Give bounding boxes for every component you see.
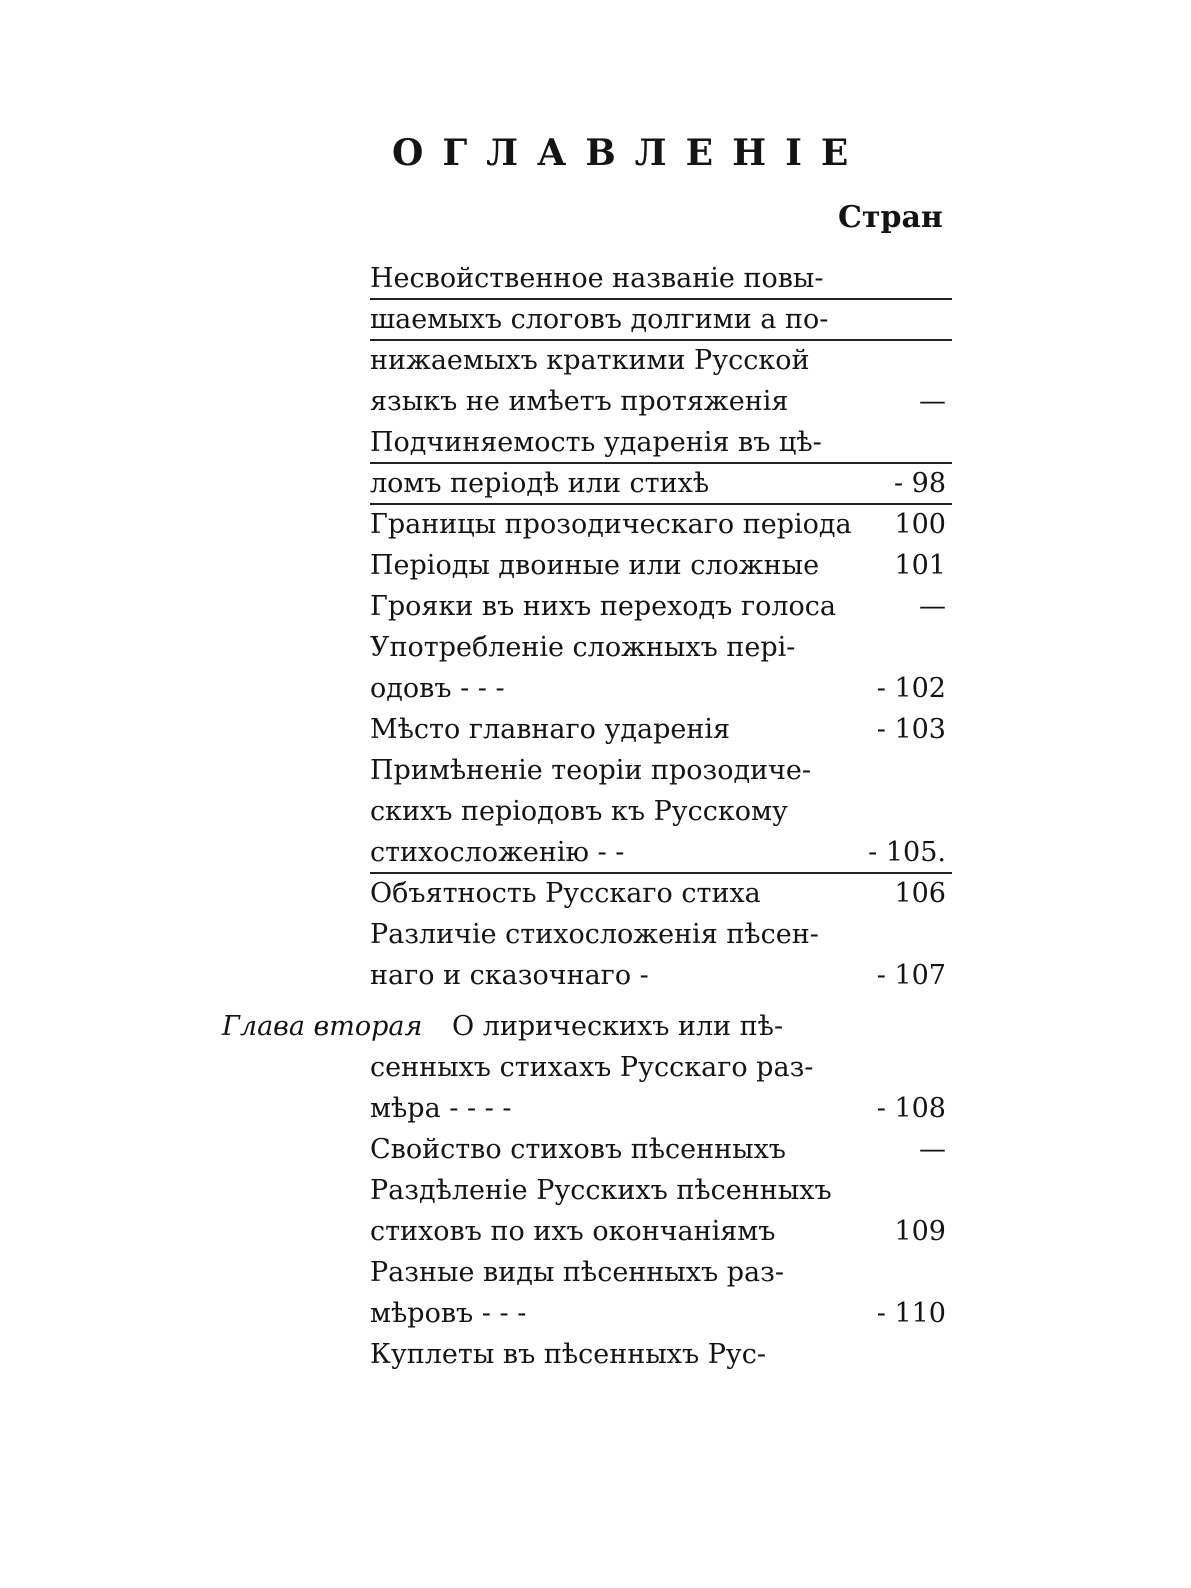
- entry-text: Куплеты въ пѣсенныхъ Рус-: [370, 1339, 767, 1370]
- toc-entry: [370, 629, 952, 667]
- entry-page: 101: [894, 550, 946, 581]
- entry-text: Мѣсто главнаго ударенія: [370, 714, 731, 745]
- toc-entry: [370, 1295, 952, 1333]
- entry-text: шаемыхъ слоговъ долгими а по-: [370, 304, 829, 335]
- entry-text: Границы прозодическаго періода: [370, 509, 852, 540]
- toc-entry: [452, 1008, 952, 1046]
- toc-entry: [370, 711, 952, 749]
- entry-page: - 105.: [868, 837, 946, 868]
- entry-text: ломъ періодѣ или стихѣ: [370, 468, 710, 499]
- entry-text: Періоды двоиные или сложные: [370, 550, 820, 581]
- toc-entry: [370, 547, 952, 585]
- entry-text: скихъ періодовъ къ Русскому: [370, 796, 788, 827]
- toc-entry: [370, 834, 952, 874]
- entry-text: Раздѣленіе Русскихъ пѣсенныхъ: [370, 1175, 832, 1206]
- entry-page: 106: [894, 878, 946, 909]
- toc-entry: [370, 260, 952, 300]
- toc-entry: [370, 875, 952, 913]
- toc-entry: [370, 383, 952, 421]
- entry-text: одовъ - - -: [370, 673, 505, 704]
- entry-text: мѣровъ - - -: [370, 1298, 527, 1329]
- entry-page: 109: [894, 1216, 946, 1247]
- entry-page: - 98: [893, 468, 946, 499]
- entry-page: —: [919, 386, 946, 417]
- entry-page: 100: [894, 509, 946, 540]
- entry-text: наго и сказочнаго -: [370, 960, 649, 991]
- toc-entry: [370, 465, 952, 505]
- toc-entry: [370, 342, 952, 380]
- toc-entry: [370, 506, 952, 544]
- entry-text: нижаемыхъ краткими Русской: [370, 345, 810, 376]
- entry-text: мѣра - - - -: [370, 1093, 512, 1124]
- entry-text: языкъ не имѣетъ протяженія: [370, 386, 789, 417]
- entry-text: Подчиняемость ударенія въ цѣ-: [370, 427, 822, 458]
- toc-entry: [370, 1336, 952, 1374]
- entry-page: - 108: [876, 1093, 946, 1124]
- entry-page: - 103: [876, 714, 946, 745]
- entry-text: Примѣненіе теоріи прозодиче-: [370, 755, 812, 786]
- entry-text: Свойство стиховъ пѣсенныхъ: [370, 1134, 786, 1165]
- toc-entry: [370, 957, 952, 995]
- chapter-label: Глава вторая: [222, 1011, 423, 1042]
- toc-entry: [370, 1131, 952, 1169]
- toc-entry: [370, 301, 952, 341]
- toc-entry: [370, 670, 952, 708]
- entry-page: —: [919, 591, 946, 622]
- entry-text: стиховъ по ихъ окончаніямъ: [370, 1216, 776, 1247]
- toc-entry: [370, 752, 952, 790]
- toc-entry: [370, 793, 952, 831]
- entry-page: - 102: [876, 673, 946, 704]
- toc-entry: [370, 1090, 952, 1128]
- entry-page: - 107: [876, 960, 946, 991]
- page-title: ОГЛАВЛЕНІЕ: [392, 132, 868, 174]
- page-column-header: Стран: [838, 200, 943, 235]
- toc-entry: [370, 916, 952, 954]
- entry-text: стихосложенію - -: [370, 837, 625, 868]
- entry-text: Несвойственное названіе повы-: [370, 263, 824, 294]
- entry-text: Разные виды пѣсенныхъ раз-: [370, 1257, 785, 1288]
- entry-page: - 110: [876, 1298, 946, 1329]
- entry-text: О лирическихъ или пѣ-: [452, 1011, 784, 1042]
- toc-entry: [370, 1254, 952, 1292]
- entry-text: Употребленіе сложныхъ пері-: [370, 632, 796, 663]
- toc-entry: [370, 588, 952, 626]
- entry-text: сенныхъ стихахъ Русскаго раз-: [370, 1052, 814, 1083]
- entry-text: Грояки въ нихъ переходъ голоса: [370, 591, 836, 622]
- toc-entry: [370, 1172, 952, 1210]
- toc-entry: [370, 424, 952, 464]
- entry-text: Различіе стихосложенія пѣсен-: [370, 919, 819, 950]
- entry-text: Объятность Русскаго стиха: [370, 878, 761, 909]
- toc-entry: [370, 1213, 952, 1251]
- entry-page: —: [919, 1134, 946, 1165]
- toc-entry: [370, 1049, 952, 1087]
